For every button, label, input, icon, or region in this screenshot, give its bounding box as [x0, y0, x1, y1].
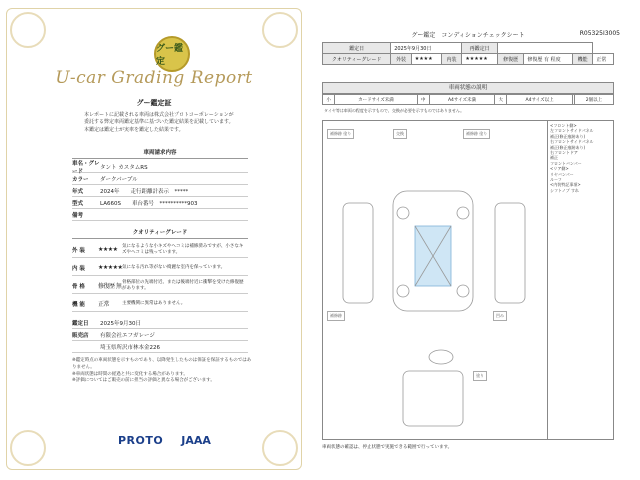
condition-title: 車両状態の説明: [322, 82, 614, 94]
certificate-title: U-car Grading Report: [55, 68, 253, 88]
grade-row-exterior: 外 装 ★★★★ 気になるような小キズやヘコミは補修済みですが、小さなキズやヘコミは残っています。: [72, 242, 248, 258]
vehicle-row: カラー ダークパープル: [72, 174, 248, 185]
dealer-row: 販売店 有限会社エフガレージ: [72, 330, 248, 341]
damage-note: 補修跡: [327, 311, 345, 321]
sheet-code: R05325I3005: [579, 30, 620, 37]
car-outline-icon: [323, 121, 549, 441]
certificate-notes: ※鑑定時点の車両状態を示すものであり、以降発生したものは保証を保証するものではありません。 ※車両状態は時間の経過と共に変化する場合があります。 ※評価についてはご販売の前に担当の評価と異なる場合がございます。: [72, 358, 252, 384]
grade-row-function: 機 能 正常 主要機関に異常はありません。: [72, 296, 248, 312]
inspection-date-row: 鑑定日 2025年9月30日: [72, 318, 248, 329]
vehicle-section-title: 車両請求内容: [72, 148, 248, 159]
vehicle-row: 型式 LA660S 車台番号 **********903: [72, 198, 248, 209]
grading-certificate: [6, 8, 302, 470]
damage-note: 交換: [393, 129, 407, 139]
damage-note: 補修跡 塗り: [463, 129, 490, 139]
vehicle-row: 年式 2024年 走行距離計表示 *****: [72, 186, 248, 197]
sheet-footer-note: 車両状態の確認は、停止状態で実施できる範囲で行っています。: [322, 445, 453, 450]
damage-note: 塗り: [473, 371, 487, 381]
sheet-meta-table: 鑑定日 2025年9月30日 再鑑定日 クオリティーグレード 外装 ★★★★ 内装 ★★★★★ 修復歴 修復歴 有 程度 機能 正常: [322, 42, 614, 65]
legend-note: タイヤ等は車両の程度を示すもので、交換が必要を示すものではありません。: [324, 108, 465, 113]
certificate-intro: 本レポートに記載される車両は株式会社プロトコーポレーションが委託する弊定車両鑑定基準に基づいた鑑定結果を記載しています。本鑑定は鑑定士が実車を鑑定した結果です。: [84, 112, 234, 133]
vehicle-damage-diagram: [322, 120, 548, 440]
ornament-icon: [262, 12, 298, 48]
goo-logo-badge: グー鑑定: [154, 36, 190, 72]
vehicle-row: 備考: [72, 210, 248, 221]
grade-row-interior: 内 装 ★★★★★ 気になる汚れ等がない綺麗な室内を保っています。: [72, 260, 248, 276]
damage-legend: 小 カードサイズ未満 中 A4サイズ未満 大 A4サイズ以上 2個以上: [322, 94, 614, 105]
sheet-title: グー鑑定 コンディションチェックシート: [411, 32, 525, 39]
proto-logo: PROTO: [118, 434, 164, 447]
damage-note: 凹み: [493, 311, 507, 321]
quality-section-title: クオリティーグレード: [72, 228, 248, 239]
grade-row-frame: 骨 格 修復歴 無 骨格部位の先端付近、または後端付近に衝撃を受けた修復歴があります。: [72, 278, 248, 294]
vehicle-row: 車名・グレード タント カスタムRS: [72, 162, 248, 173]
condition-check-sheet: [322, 30, 620, 470]
damage-note: 補修跡 塗り: [327, 129, 354, 139]
ornament-icon: [262, 430, 298, 466]
dealer-address-row: 埼玉県所沢市林本金226: [72, 342, 248, 353]
footer-logos: [118, 434, 211, 447]
certificate-subtitle: グー鑑定証: [136, 99, 172, 107]
jaaa-logo: JAAA: [181, 434, 211, 447]
ornament-icon: [10, 12, 46, 48]
damage-parts-list: <フロント側> 左フロントサイドパネル 補正(修正痕跡あり) 右フロントサイドパネル 補正(修正痕跡あり) 右フロントドア 補正 フロントバンパー <リア側> リヤバンパー ルーフ <内装特記事項> シフトノブ すれ: [548, 120, 614, 440]
ornament-icon: [10, 430, 46, 466]
